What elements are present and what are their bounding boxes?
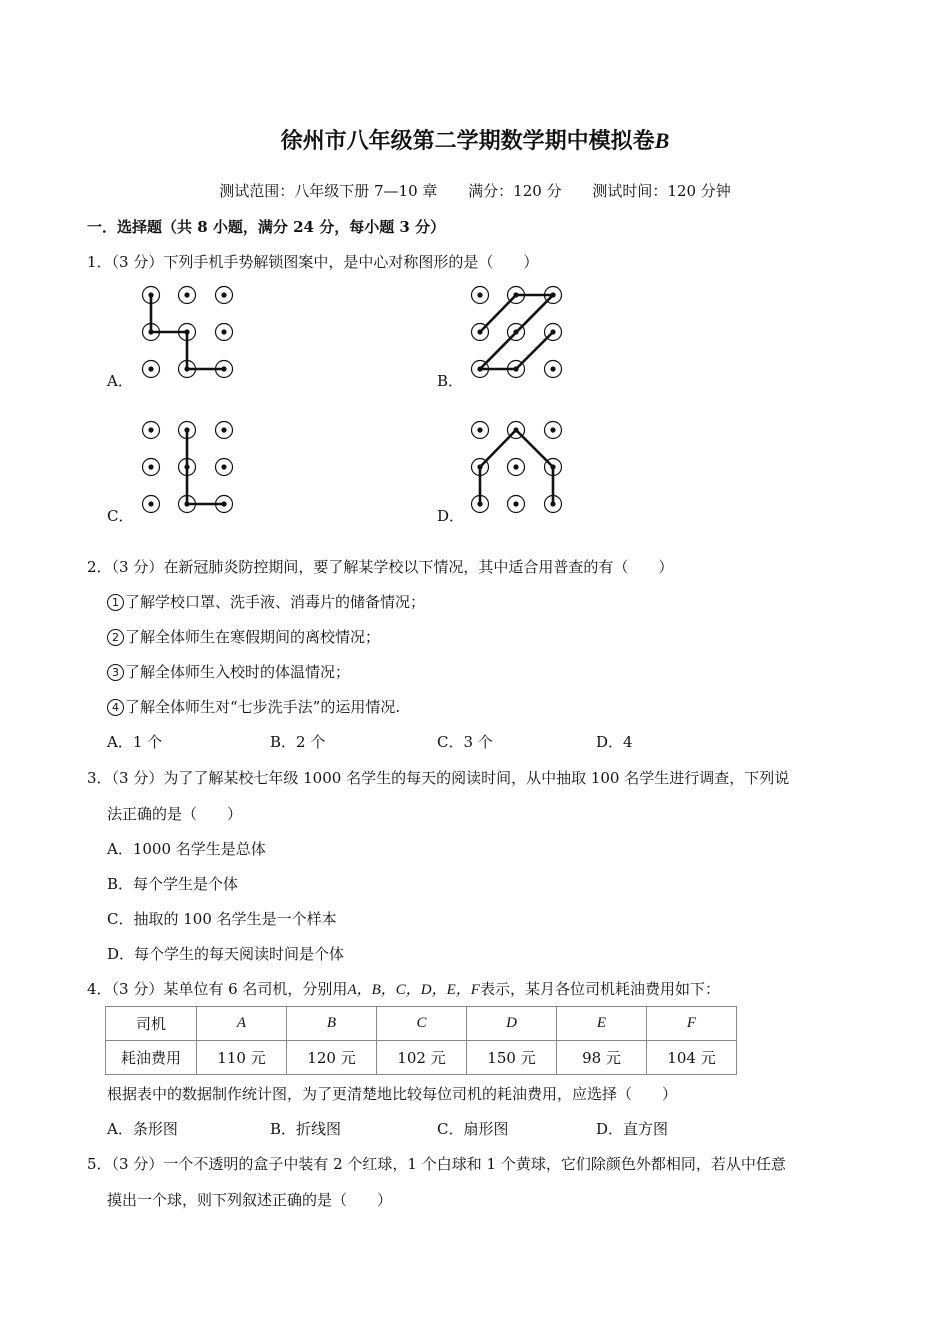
- q2-item-1: 1 了解学校口罩、洗手液、消毒片的储备情况；: [107, 591, 425, 612]
- question-5-stem-cont: 摸出一个球，则下列叙述正确的是（ ）: [107, 1191, 393, 1209]
- table-cell: D: [467, 1007, 557, 1041]
- table-cell: 150 元: [467, 1041, 557, 1075]
- circled-number: 1: [107, 594, 124, 611]
- question-5-stem: 5．（3 分）一个不透明的盒子中装有 2 个红球，1 个白球和 1 个黄球，它们除颜色外都相同，若从中任意: [87, 1155, 786, 1173]
- q1-label-c: C．: [107, 507, 134, 525]
- table-cell: 102 元: [377, 1041, 467, 1075]
- test-info: [0, 180, 950, 201]
- q2-option-d: D．4: [596, 733, 633, 751]
- q4-option-b: B．折线图: [270, 1120, 342, 1138]
- q2-option-a: A．1 个: [107, 733, 163, 751]
- q3-option-c: C．抽取的 100 名学生是一个样本: [107, 910, 337, 928]
- table-row: [106, 1041, 737, 1075]
- q1-label-b: B．: [437, 372, 464, 390]
- unlock-pattern-b: [469, 284, 569, 384]
- unlock-pattern-d: [469, 419, 569, 519]
- q2-item-3: 3 了解全体师生入校时的体温情况；: [107, 661, 350, 682]
- circled-number: 4: [107, 699, 124, 716]
- table-cell: C: [377, 1007, 467, 1041]
- table-cell: E: [557, 1007, 647, 1041]
- unlock-pattern-c: [140, 419, 240, 519]
- question-4-followup: 根据表中的数据制作统计图，为了更清楚地比较每位司机的耗油费用，应选择（ ）: [107, 1085, 678, 1103]
- q1-label-d: D．: [437, 507, 465, 525]
- page-title: 徐州市八年级第二学期数学期中模拟卷B: [280, 128, 670, 154]
- test-scope: 测试范围：八年级下册 7—10 章: [219, 182, 438, 200]
- circled-number: 3: [107, 664, 124, 681]
- q2-option-b: B．2 个: [270, 733, 326, 751]
- full-score: 满分：120 分: [468, 182, 562, 200]
- q2-item-4: 4 了解全体师生对“七步洗手法”的运用情况.: [107, 696, 400, 717]
- q3-option-d: D．每个学生的每天阅读时间是个体: [107, 945, 345, 963]
- table-cell: B: [287, 1007, 377, 1041]
- table-cell: F: [647, 1007, 737, 1041]
- q2-item-2: 2 了解全体师生在寒假期间的离校情况；: [107, 626, 380, 647]
- table-cell: A: [197, 1007, 287, 1041]
- question-3-stem-cont: 法正确的是（ ）: [107, 805, 243, 823]
- question-3-stem: 3．（3 分）为了了解某校七年级 1000 名学生的每天的阅读时间，从中抽取 100 名学生进行调查，下列说: [87, 769, 790, 787]
- question-1-stem: 1．（3 分）下列手机手势解锁图案中，是中心对称图形的是（ ）: [87, 253, 539, 271]
- table-cell: 98 元: [557, 1041, 647, 1075]
- question-2-stem: 2．（3 分）在新冠肺炎防控期间，要了解某学校以下情况，其中适合用普查的有（ ）: [87, 558, 674, 576]
- table-cell: 耗油费用: [106, 1041, 197, 1075]
- test-time: 测试时间：120 分钟: [592, 182, 731, 200]
- q3-option-b: B．每个学生是个体: [107, 875, 239, 893]
- question-4-stem: 4．（3 分）某单位有 6 名司机，分别用A，B，C，D，E，F表示，某月各位司机耗油费用如下：: [87, 980, 720, 998]
- fuel-cost-table: [105, 1006, 737, 1075]
- q3-option-a: A．1000 名学生是总体: [107, 840, 266, 858]
- table-header-row: [106, 1007, 737, 1041]
- unlock-pattern-a: [140, 284, 240, 384]
- circled-number: 2: [107, 629, 124, 646]
- q4-option-c: C．扇形图: [437, 1120, 509, 1138]
- table-cell: 120 元: [287, 1041, 377, 1075]
- q1-label-a: A．: [107, 372, 133, 390]
- q4-option-d: D．直方图: [596, 1120, 669, 1138]
- q2-option-c: C．3 个: [437, 733, 493, 751]
- table-cell: 司机: [106, 1007, 197, 1041]
- q4-option-a: A．条形图: [107, 1120, 178, 1138]
- table-cell: 104 元: [647, 1041, 737, 1075]
- table-cell: 110 元: [197, 1041, 287, 1075]
- section-heading: 一．选择题（共 8 小题，满分 24 分，每小题 3 分）: [87, 218, 446, 236]
